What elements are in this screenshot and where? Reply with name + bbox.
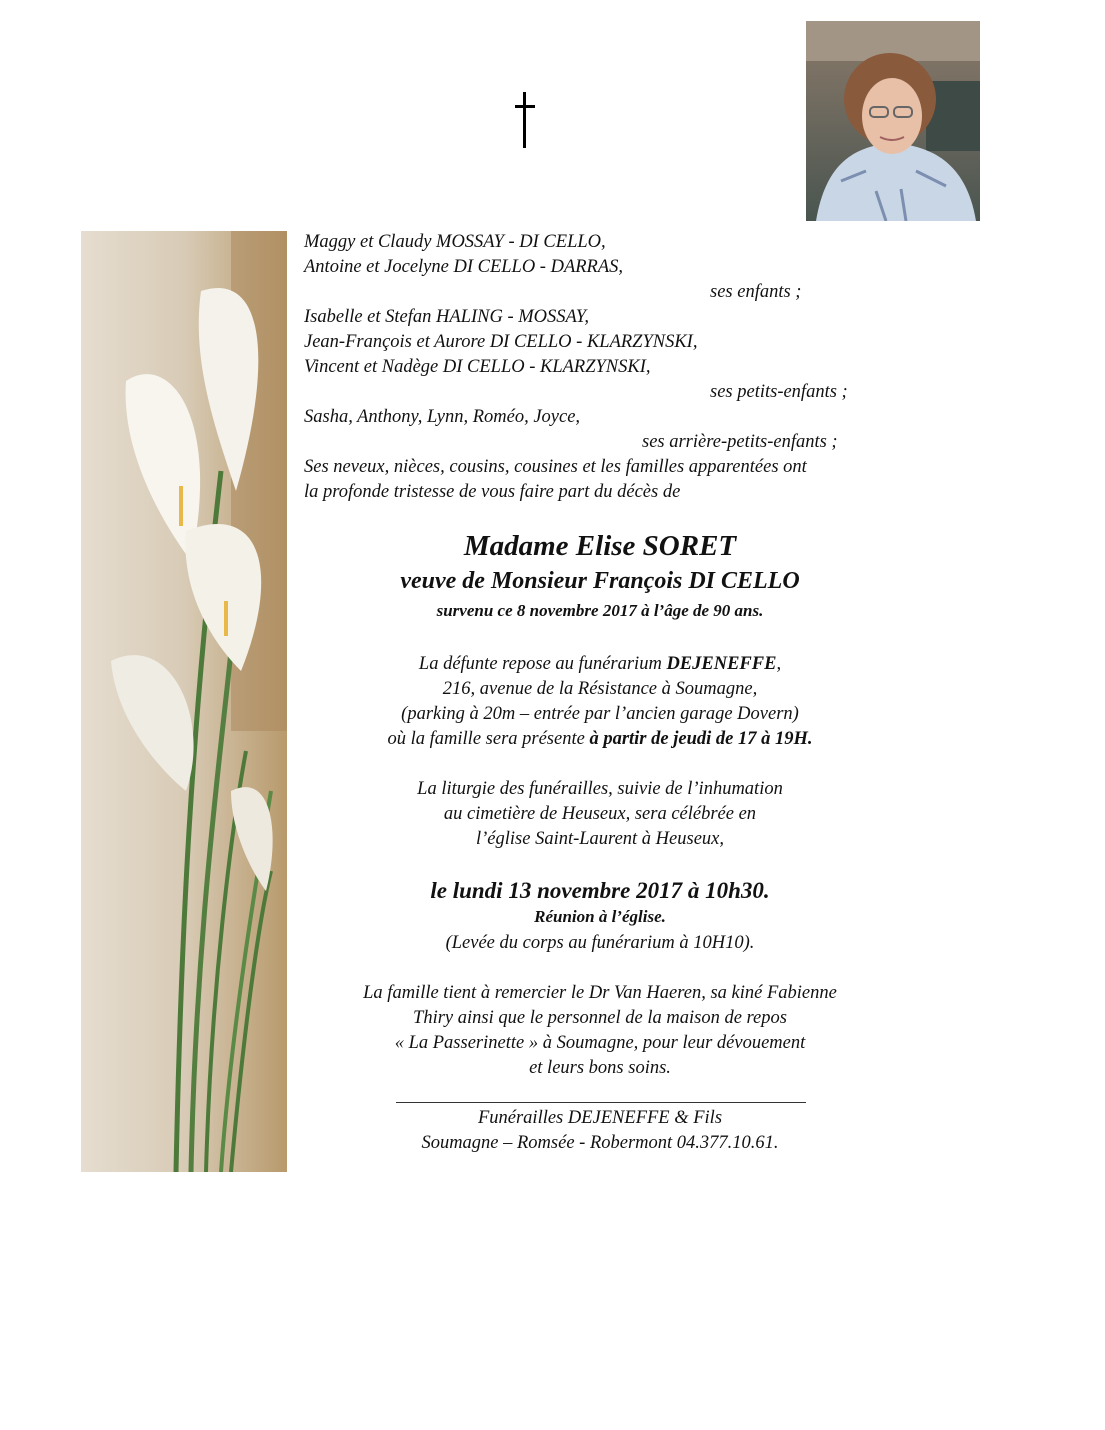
family-line: Jean-François et Aurore DI CELLO - KLARZYNSKI, [304, 332, 698, 352]
deceased-name: Madame Elise SORET [463, 530, 737, 562]
funeral-home: Funérailles DEJENEFFE & Fils [477, 1108, 723, 1128]
family-announcement [304, 230, 984, 505]
thanks-line: et leurs bons soins. [529, 1058, 671, 1078]
portrait-photo [806, 21, 980, 221]
intro-line: Ses neveux, nièces, cousins, cousines et les familles apparentées ont [304, 457, 807, 477]
family-line: Vincent et Nadège DI CELLO - KLARZYNSKI, [304, 357, 651, 377]
funeral-block [298, 777, 902, 852]
repose-block [298, 652, 902, 752]
repose-line: La défunte repose au funérarium DEJENEFFE, [418, 654, 782, 674]
meeting-note: Réunion à l’église. [534, 907, 666, 926]
family-line: Maggy et Claudy MOSSAY - DI CELLO, [304, 232, 606, 252]
thanks-line: Thiry ainsi que le personnel de la maison de repos [413, 1008, 787, 1028]
funeral-line: La liturgie des funérailles, suivie de l’inhumation [417, 779, 783, 799]
children-label: ses enfants ; [710, 282, 802, 302]
great-grandchildren-label: ses arrière-petits-enfants ; [642, 432, 838, 452]
thanks-block [298, 981, 902, 1081]
repose-line: 216, avenue de la Résistance à Soumagne, [442, 679, 758, 699]
footer [298, 1106, 902, 1156]
family-line: Antoine et Jocelyne DI CELLO - DARRAS, [304, 257, 624, 277]
thanks-line: La famille tient à remercier le Dr Van Haeren, sa kiné Fabienne [363, 983, 837, 1003]
funeral-date: le lundi 13 novembre 2017 à 10h30. [430, 878, 770, 903]
funeral-line: au cimetière de Heuseux, sera célébrée en [443, 804, 757, 824]
divider [396, 1102, 806, 1103]
family-line: Sasha, Anthony, Lynn, Roméo, Joyce, [304, 407, 581, 427]
death-info: survenu ce 8 novembre 2017 à l’âge de 90 ans. [436, 601, 764, 620]
levee-note: (Levée du corps au funérarium à 10H10). [445, 933, 755, 953]
repose-line: où la famille sera présente à partir de jeudi de 17 à 19H. [387, 729, 813, 749]
calla-lily-painting [81, 231, 287, 1172]
intro-line: la profonde tristesse de vous faire part du décès de [304, 482, 681, 502]
cross-icon [515, 92, 535, 150]
thanks-line: « La Passerinette » à Soumagne, pour leur dévouement [394, 1033, 806, 1053]
funeral-home-contact: Soumagne – Romsée - Robermont 04.377.10.61. [421, 1133, 779, 1153]
grandchildren-label: ses petits-enfants ; [710, 382, 848, 402]
widow-of: veuve de Monsieur François DI CELLO [400, 568, 800, 594]
funeral-line: l’église Saint-Laurent à Heuseux, [476, 829, 724, 849]
repose-line: (parking à 20m – entrée par l’ancien garage Dovern) [401, 704, 799, 724]
family-line: Isabelle et Stefan HALING - MOSSAY, [304, 307, 590, 327]
